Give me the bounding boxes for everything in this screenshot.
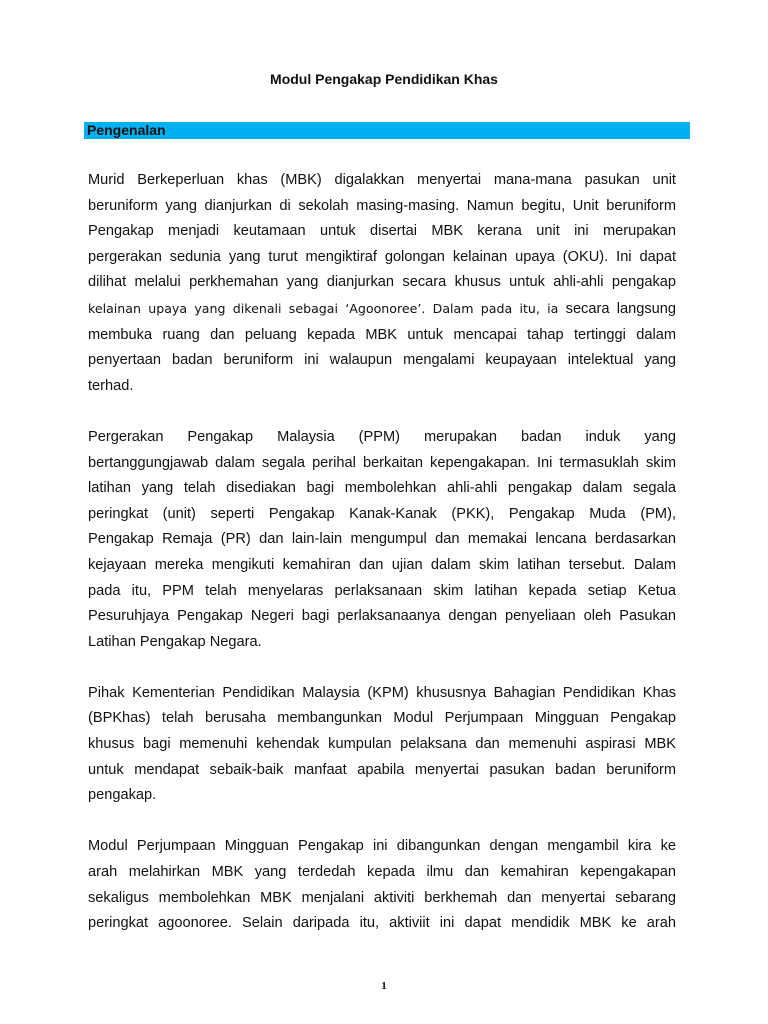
paragraph-line: Pergerakan Pengakap Malaysia (PPM) merupakan badan induk yang [88, 428, 676, 445]
paragraph-line: terhad. [88, 377, 134, 394]
paragraph-text: secara langsung [558, 300, 676, 317]
paragraph-line: penyertaan badan beruniform ini walaupun mengalami keupayaan intelektual yang [88, 352, 676, 369]
paragraph-line: Pihak Kementerian Pendidikan Malaysia (KPM) khususnya Bahagian Pendidikan Khas [88, 684, 676, 701]
paragraph-line: (BPKhas) telah berusaha membangunkan Modul Perjumpaan Mingguan Pengakap [88, 710, 676, 727]
paragraph-text-alt-font: kelainan upaya yang dikenali sebagai ‘Agoonoree’. Dalam pada itu, ia [88, 300, 559, 316]
paragraph-line: pada itu, PPM telah menyelaras perlaksanaan skim latihan kepada setiap Ketua [88, 582, 676, 599]
paragraph-line-mixed [88, 296, 676, 323]
paragraph-line: peringkat agoonoree. Selain daripada itu, aktiviit ini dapat mendidik MBK ke arah [88, 915, 676, 932]
body-text [88, 168, 676, 962]
paragraph-line: peringkat (unit) seperti Pengakap Kanak-Kanak (PKK), Pengakap Muda (PM), [88, 505, 676, 522]
paragraph-line: bertanggungjawab dalam segala perihal berkaitan kepengakapan. Ini termasuklah skim [88, 454, 676, 471]
page-number: 1 [381, 980, 387, 992]
paragraph-line: arah melahirkan MBK yang terdedah kepada ilmu dan kemahiran kepengakapan [88, 864, 676, 881]
paragraph-line: pengakap. [88, 787, 157, 804]
paragraph-line: dilihat melalui perkhemahan yang dianjurkan secara khusus untuk ahli-ahli pengakap [88, 274, 676, 291]
paragraph-1 [88, 168, 676, 399]
paragraph-line: Pesuruhjaya Pengakap Negeri bagi perlaksanaanya dengan penyeliaan oleh Pasukan [88, 608, 676, 625]
paragraph-line: untuk mendapat sebaik-baik manfaat apabila menyertai pasukan badan beruniform [88, 761, 676, 778]
paragraph-line: Pengakap Remaja (PR) dan lain-lain mengumpul dan memakai lencana berdasarkan [88, 531, 676, 548]
section-heading: Pengenalan [87, 122, 166, 138]
paragraph-3 [88, 681, 676, 809]
paragraph-line: membuka ruang dan peluang kepada MBK untuk mencapai tahap tertinggi dalam [88, 326, 676, 343]
paragraph-2 [88, 425, 676, 655]
paragraph-line: sekaligus membolehkan MBK menjalani aktiviti berkhemah dan menyertai sebarang [88, 889, 676, 906]
paragraph-4 [88, 834, 676, 936]
paragraph-line: beruniform yang dianjurkan di sekolah masing-masing. Namun begitu, Unit beruniform [88, 197, 676, 214]
paragraph-line: Murid Berkeperluan khas (MBK) digalakkan menyertai mana-mana pasukan unit [88, 172, 676, 188]
paragraph-line: latihan yang telah disediakan bagi membolehkan ahli-ahli pengakap dalam segala [88, 480, 676, 497]
document-title: Modul Pengakap Pendidikan Khas [270, 71, 498, 87]
section-heading-bar [84, 122, 690, 139]
paragraph-line: Latihan Pengakap Negara. [88, 633, 262, 650]
paragraph-line: kejayaan mereka mengikuti kemahiran dan ujian dalam skim latihan tersebut. Dalam [88, 556, 676, 573]
paragraph-line: Pengakap menjadi keutamaan untuk disertai MBK kerana unit ini merupakan [88, 223, 676, 240]
paragraph-line: khusus bagi memenuhi kehendak kumpulan pelaksana dan memenuhi aspirasi MBK [88, 736, 676, 753]
paragraph-line: pergerakan sedunia yang turut mengiktiraf golongan kelainan upaya (OKU). Ini dapat [88, 248, 676, 265]
paragraph-line: Modul Perjumpaan Mingguan Pengakap ini dibangunkan dengan mengambil kira ke [88, 838, 676, 855]
